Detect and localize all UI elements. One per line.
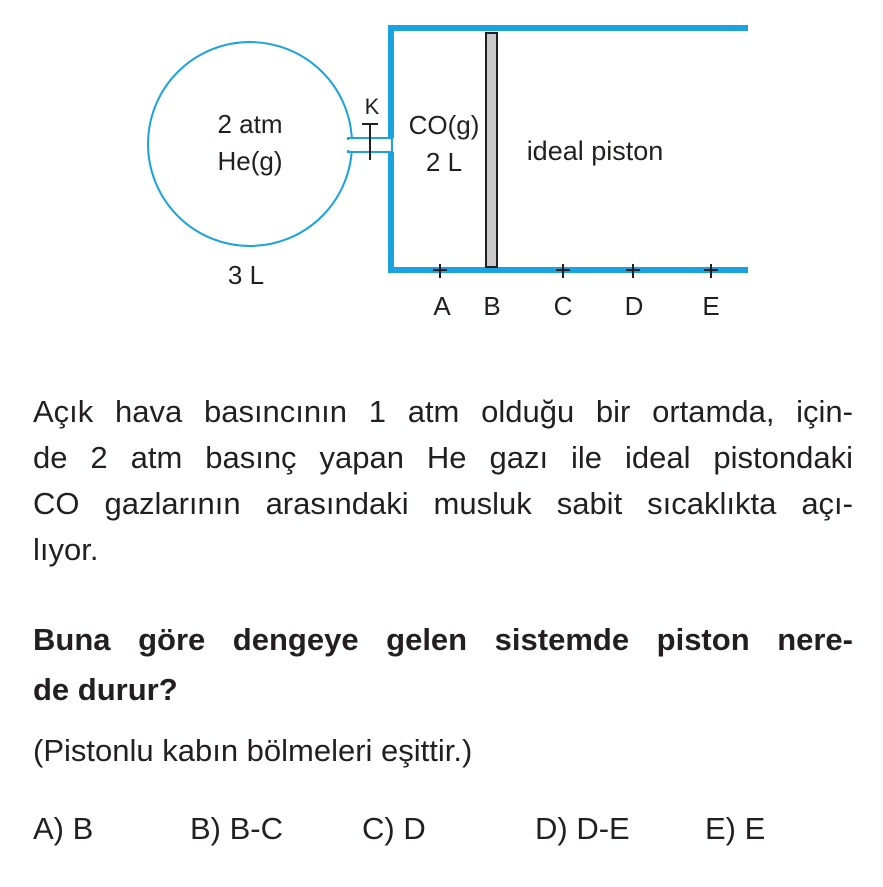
piston-label: ideal piston xyxy=(526,136,664,166)
question-line: Buna göre dengeye gelen sistemde piston nere- xyxy=(33,622,853,657)
problem-line: CO gazlarının arasındaki musluk sabit sıcaklıkta açı- xyxy=(33,486,853,521)
tick-label-d: D xyxy=(624,291,644,321)
option-d[interactable]: D) D-E xyxy=(535,811,630,846)
piston[interactable] xyxy=(486,33,497,267)
helium-gas-label: He(g) xyxy=(217,146,283,176)
option-e[interactable]: E) E xyxy=(705,811,766,846)
note-text: (Pistonlu kabın bölmeleri eşittir.) xyxy=(33,733,473,768)
tick-label-a: A xyxy=(433,291,451,321)
helium-pressure-label: 2 atm xyxy=(217,109,283,139)
co-gas-label: CO(g) xyxy=(408,110,480,140)
problem-line: lıyor. xyxy=(33,532,99,567)
tick-label-b: B xyxy=(483,291,501,321)
gas-piston-diagram xyxy=(0,0,883,340)
helium-bulb xyxy=(148,42,352,246)
problem-text xyxy=(33,389,853,573)
problem-line: Açık hava basıncının 1 atm olduğu bir ortamda, için- xyxy=(33,394,853,429)
tick-label-c: C xyxy=(553,291,573,321)
tick-label-e: E xyxy=(702,291,720,321)
co-volume-label: 2 L xyxy=(425,147,463,177)
valve-label: K xyxy=(364,94,380,119)
option-c[interactable]: C) D xyxy=(362,811,426,846)
option-b[interactable]: B) B-C xyxy=(190,811,283,846)
problem-line: de 2 atm basınç yapan He gazı ile ideal pistondaki xyxy=(33,440,853,475)
option-a[interactable]: A) B xyxy=(33,811,94,846)
question-text xyxy=(33,615,853,715)
question-line: de durur? xyxy=(33,672,178,707)
helium-volume-label: 3 L xyxy=(227,260,265,290)
